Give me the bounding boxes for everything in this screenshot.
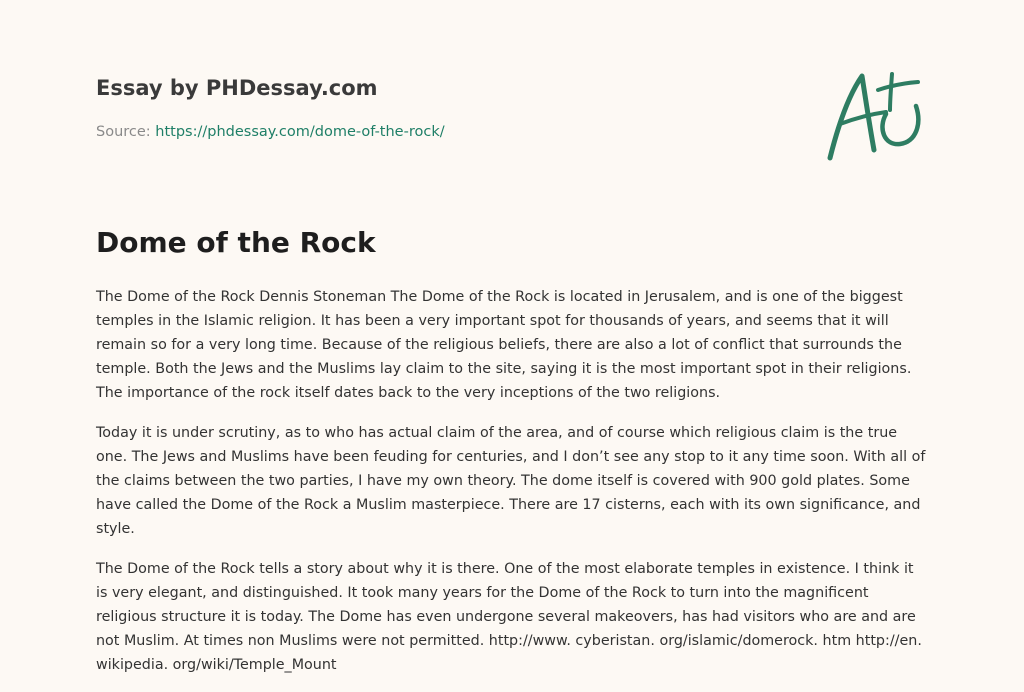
source-link[interactable]: https://phdessay.com/dome-of-the-rock/: [155, 124, 445, 140]
essay-paragraph: The Dome of the Rock Dennis Stoneman The Dome of the Rock is located in Jerusalem, and is one of the biggest temples in the Islamic religion. It has been a very important spot for thousands of years, and seems that it will remain so for a very long time. Because of the religious beliefs, there are also a lot of conflict that surrounds the temple. Both the Jews and the Muslims lay claim to the site, saying it is the most important spot in their religions. The importance of the rock itself dates back to the very inceptions of the two religions.: [96, 289, 912, 401]
plus-horizontal-stroke: [878, 82, 918, 90]
essay-paragraph: The Dome of the Rock tells a story about why it is there. One of the most elaborate temples in existence. I think it is very elegant, and distinguished. It took many years for the Dome of the Rock to turn into the magnificent religious structure it is today. The Dome has even undergone several makeovers, has had visitors who are and are not Muslim. At times non Muslims were not permitted. http://www. cyberistan. org/islamic/domerock. htm http://en. wikipedia. org/wiki/Temple_Mount: [96, 561, 922, 673]
a-crossbar-stroke: [840, 112, 886, 124]
plus-vertical-stroke: [890, 74, 892, 110]
source-label: Source:: [96, 124, 151, 140]
a-plus-grade-icon: [818, 66, 930, 164]
essay-title: Dome of the Rock: [96, 226, 376, 259]
source-line: [96, 124, 445, 140]
essay-paragraph: Today it is under scrutiny, as to who has actual claim of the area, and of course which religious claim is the true one. The Jews and Muslims have been feuding for centuries, and I don’t see any stop to it any time soon. With all of the claims between the two parties, I have my own theory. The dome itself is covered with 900 gold plates. Some have called the Dome of the Rock a Muslim masterpiece. There are 17 cisterns, each with its own significance, and style.: [96, 425, 926, 537]
brand-title: Essay by PHDessay.com: [96, 76, 378, 100]
essay-body: [96, 285, 928, 692]
